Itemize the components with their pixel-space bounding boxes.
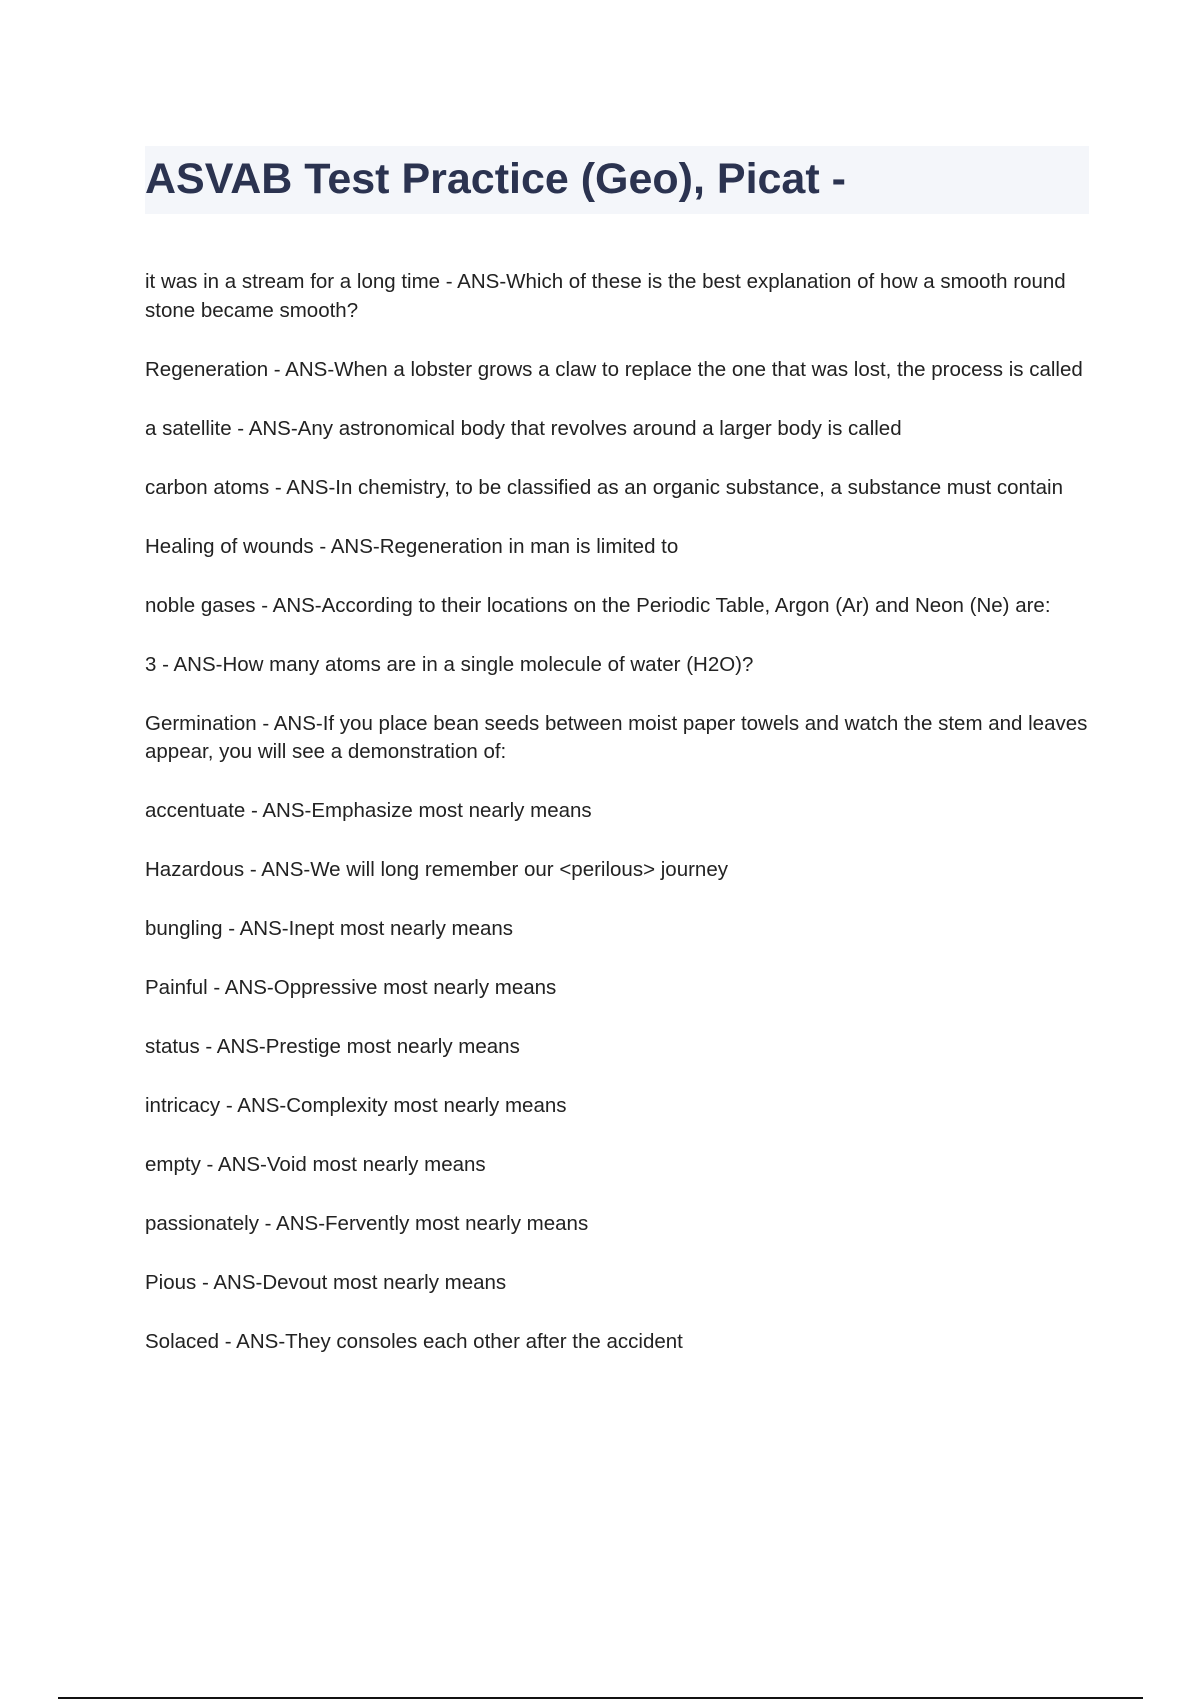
qa-item: status - ANS-Prestige most nearly means: [145, 1035, 520, 1058]
bottom-rule: [58, 1697, 1143, 1699]
qa-item: noble gases - ANS-According to their locations on the Periodic Table, Argon (Ar) and Neon (Ne) are:: [145, 593, 1051, 617]
qa-item: Regeneration - ANS-When a lobster grows a claw to replace the one that was lost, the process is called: [145, 357, 1083, 381]
qa-item: Healing of wounds - ANS-Regeneration in man is limited to: [145, 534, 679, 558]
document-title: ASVAB Test Practice (Geo), Picat -: [145, 155, 846, 203]
qa-item: Painful - ANS-Oppressive most nearly means: [145, 976, 557, 999]
qa-item: intricacy - ANS-Complexity most nearly means: [145, 1094, 567, 1117]
qa-item: it was in a stream for a long time - ANS-Which of these is the best explanation of how a smooth round stone became smooth?: [145, 270, 1066, 322]
qa-item: a satellite - ANS-Any astronomical body that revolves around a larger body is called: [145, 416, 902, 440]
qa-item: empty - ANS-Void most nearly means: [145, 1153, 486, 1176]
qa-list: [145, 268, 1090, 1387]
qa-item: passionately - ANS-Fervently most nearly means: [145, 1212, 589, 1235]
qa-item: Pious - ANS-Devout most nearly means: [145, 1271, 507, 1294]
title-band: [145, 146, 1089, 214]
qa-item: Hazardous - ANS-We will long remember our <perilous> journey: [145, 858, 728, 881]
qa-item: accentuate - ANS-Emphasize most nearly means: [145, 799, 592, 822]
qa-item: Germination - ANS-If you place bean seeds between moist paper towels and watch the stem and leaves appear, you will see a demonstration of:: [145, 711, 1088, 763]
qa-item: bungling - ANS-Inept most nearly means: [145, 917, 514, 940]
qa-item: carbon atoms - ANS-In chemistry, to be classified as an organic substance, a substance must contain: [145, 475, 1064, 499]
qa-item: Solaced - ANS-They consoles each other after the accident: [145, 1330, 683, 1353]
qa-item: 3 - ANS-How many atoms are in a single molecule of water (H2O)?: [145, 652, 754, 676]
